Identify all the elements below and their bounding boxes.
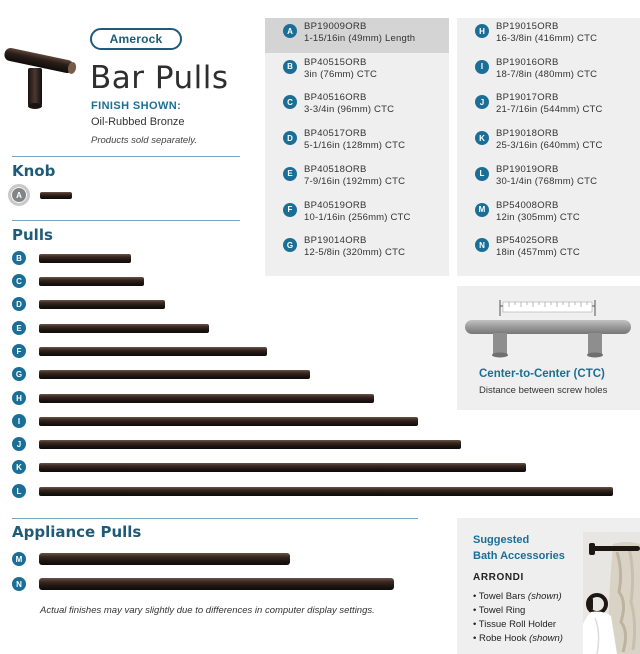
- finish-value: Oil-Rubbed Bronze: [91, 116, 185, 128]
- spec-row-f: [265, 197, 449, 232]
- spec-sku: BP40517ORB: [304, 128, 367, 140]
- pull-badge-f: F: [12, 344, 26, 358]
- spec-badge: J: [475, 95, 489, 109]
- finish-label: FINISH SHOWN:: [91, 100, 182, 112]
- spec-dimension: 1-15/16in (49mm) Length: [304, 33, 416, 44]
- suggested-title-line2: Bath Accessories: [473, 550, 565, 562]
- spec-sku: BP19014ORB: [304, 235, 367, 247]
- spec-badge: H: [475, 24, 489, 38]
- divider: [12, 518, 418, 519]
- pull-bar-j: [39, 440, 461, 449]
- spec-sku: BP54008ORB: [496, 199, 559, 211]
- spec-row-k: [457, 125, 640, 160]
- page-title: Bar Pulls: [90, 60, 229, 96]
- accessory-item: • Towel Ring: [473, 605, 526, 616]
- bath-accessories-image: [583, 532, 640, 654]
- suggested-accessories-panel: [457, 518, 640, 654]
- spec-badge: I: [475, 60, 489, 74]
- ctc-diagram: [457, 286, 640, 366]
- knob-heading: Knob: [12, 162, 56, 180]
- spec-row-m: [457, 197, 640, 232]
- spec-dimension: 30-1/4in (768mm) CTC: [496, 175, 598, 187]
- pull-bar-g: [39, 370, 310, 379]
- appliance-bar-m: [39, 553, 290, 565]
- spec-row-d: [265, 125, 449, 160]
- sold-separately-note: Products sold separately.: [91, 135, 197, 146]
- spec-badge: D: [283, 131, 297, 145]
- spec-row-i: [457, 54, 640, 89]
- pull-badge-h: H: [12, 391, 26, 405]
- spec-badge: B: [283, 60, 297, 74]
- pull-bar-l: [39, 487, 613, 496]
- pull-bar-i: [39, 417, 418, 426]
- accessory-label: Towel Ring: [478, 605, 526, 616]
- spec-sku: BP19015ORB: [496, 21, 559, 32]
- ctc-title: Center-to-Center (CTC): [479, 368, 605, 380]
- pull-bar-e: [39, 324, 209, 333]
- disclaimer: Actual finishes may vary slightly due to differences in computer display settings.: [40, 605, 375, 616]
- knob-badge: [8, 184, 30, 206]
- appliance-bar-n: [39, 578, 394, 590]
- spec-row-h: [457, 18, 640, 53]
- spec-badge: F: [283, 203, 297, 217]
- spec-sku: BP19016ORB: [496, 56, 559, 68]
- spec-row-c: [265, 89, 449, 124]
- ctc-diagram-panel: [457, 286, 640, 410]
- spec-dimension: 3in (76mm) CTC: [304, 68, 378, 80]
- pull-badge-j: J: [12, 437, 26, 451]
- spec-dimension: 10-1/16in (256mm) CTC: [304, 211, 411, 223]
- pulls-heading: Pulls: [12, 226, 53, 244]
- pull-badge-i: I: [12, 414, 26, 428]
- spec-sku: BP40519ORB: [304, 199, 367, 211]
- spec-badge: M: [475, 203, 489, 217]
- pull-bar-k: [39, 463, 526, 472]
- pull-badge-d: D: [12, 297, 26, 311]
- pull-bar-h: [39, 394, 374, 403]
- spec-dimension: 12-5/8in (320mm) CTC: [304, 247, 406, 259]
- spec-badge: E: [283, 167, 297, 181]
- accessory-note: (shown): [529, 633, 563, 644]
- appliance-pulls-heading: Appliance Pulls: [12, 523, 142, 541]
- accessories-list: [473, 590, 563, 646]
- accessory-label: Tissue Roll Holder: [478, 619, 557, 630]
- divider: [12, 156, 240, 157]
- spec-row-e: [265, 161, 449, 196]
- spec-sku: BP40518ORB: [304, 163, 367, 175]
- spec-sku: BP19018ORB: [496, 128, 559, 140]
- spec-sku: BP40515ORB: [304, 56, 367, 68]
- pull-badge-k: K: [12, 460, 26, 474]
- divider: [12, 220, 240, 221]
- spec-badge: K: [475, 131, 489, 145]
- appliance-badge-m: M: [12, 552, 26, 566]
- pull-badge-e: E: [12, 321, 26, 335]
- accessory-item: • Robe Hook (shown): [473, 633, 563, 644]
- spec-badge: C: [283, 95, 297, 109]
- logo-text: Amerock: [109, 32, 163, 46]
- bar-pull-product-image: [0, 40, 80, 120]
- spec-sku: BP40516ORB: [304, 92, 367, 104]
- spec-badge: L: [475, 167, 489, 181]
- pull-bar-c: [39, 277, 144, 286]
- suggested-title-line1: Suggested: [473, 534, 530, 546]
- spec-row-a: [265, 18, 449, 53]
- pull-bar-d: [39, 300, 165, 309]
- spec-row-g: [265, 232, 449, 267]
- accessory-item: • Tissue Roll Holder: [473, 619, 557, 630]
- spec-dimension: 21-7/16in (544mm) CTC: [496, 104, 603, 116]
- spec-row-n: [457, 232, 640, 267]
- spec-dimension: 18in (457mm) CTC: [496, 247, 580, 259]
- spec-sku: BP19017ORB: [496, 92, 559, 104]
- spec-row-l: [457, 161, 640, 196]
- spec-dimension: 5-1/16in (128mm) CTC: [304, 140, 406, 152]
- spec-dimension: 18-7/8in (480mm) CTC: [496, 68, 598, 80]
- spec-dimension: 25-3/16in (640mm) CTC: [496, 140, 603, 152]
- accessory-label: Towel Bars: [478, 591, 526, 602]
- spec-badge: G: [283, 238, 297, 252]
- spec-sku: BP19019ORB: [496, 163, 559, 175]
- knob-image: [40, 192, 72, 199]
- ctc-subtitle: Distance between screw holes: [479, 385, 608, 396]
- pull-badge-g: G: [12, 367, 26, 381]
- spec-dimension: 7-9/16in (192mm) CTC: [304, 175, 406, 187]
- spec-badge: N: [475, 238, 489, 252]
- knob-badge-letter: A: [16, 190, 22, 200]
- spec-panel-right: [457, 18, 640, 276]
- pull-badge-b: B: [12, 251, 26, 265]
- spec-row-b: [265, 54, 449, 89]
- amerock-logo: [90, 28, 182, 50]
- pull-bar-f: [39, 347, 267, 356]
- spec-sku: BP54025ORB: [496, 235, 559, 247]
- spec-dimension: 12in (305mm) CTC: [496, 211, 580, 223]
- spec-row-j: [457, 89, 640, 124]
- accessory-label: Robe Hook: [478, 633, 527, 644]
- spec-dimension: 16-3/8in (416mm) CTC: [496, 33, 598, 44]
- collection-name: ARRONDI: [473, 572, 524, 583]
- spec-dimension: 3-3/4in (96mm) CTC: [304, 104, 395, 116]
- spec-sku: BP19009ORB: [304, 21, 367, 32]
- pull-badge-l: L: [12, 484, 26, 498]
- pull-badge-c: C: [12, 274, 26, 288]
- pull-bar-b: [39, 254, 131, 263]
- spec-panel-left: [265, 18, 449, 276]
- spec-badge: A: [283, 24, 297, 38]
- accessory-item: • Towel Bars (shown): [473, 591, 562, 602]
- accessory-note: (shown): [527, 591, 562, 602]
- appliance-badge-n: N: [12, 577, 26, 591]
